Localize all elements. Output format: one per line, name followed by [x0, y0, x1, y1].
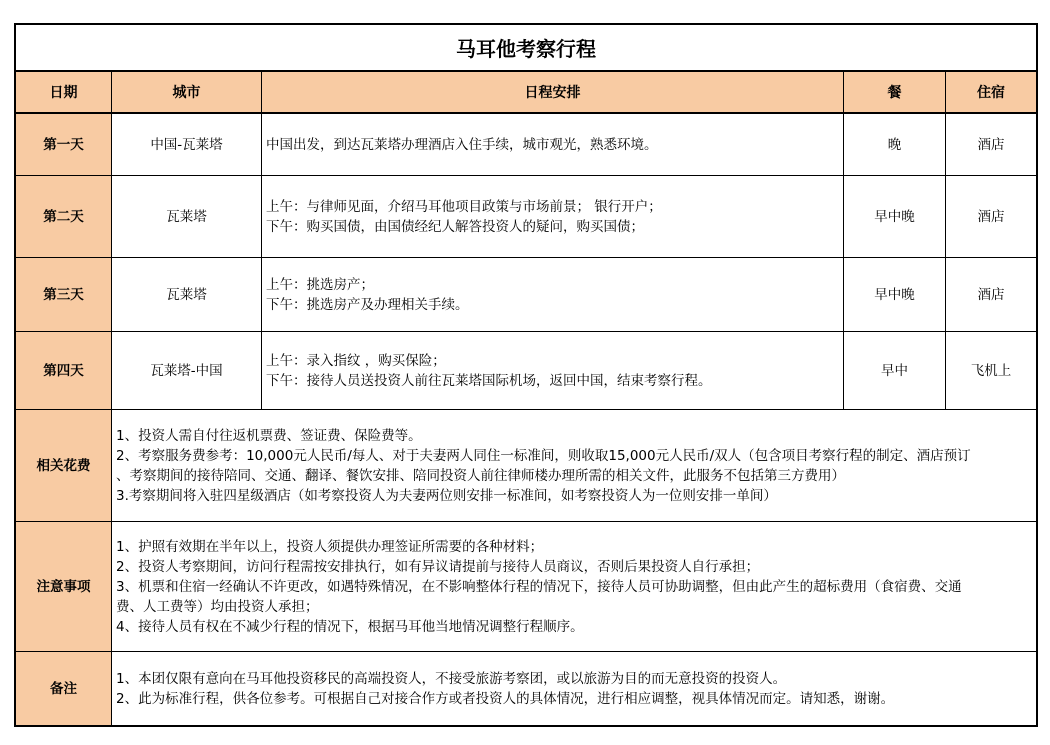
- day2-city: 瓦莱塔: [112, 176, 262, 258]
- day3-line2: 下午：挑选房产及办理相关手续。: [266, 296, 469, 313]
- day4-meal: 早中: [844, 332, 946, 410]
- day4-schedule: [262, 332, 844, 410]
- header-city: 城市: [112, 72, 262, 114]
- day4-lodging: 飞机上: [946, 332, 1036, 410]
- header-meal: 餐: [844, 72, 946, 114]
- itinerary-table: [14, 23, 1038, 727]
- day1-date: 第一天: [16, 114, 112, 176]
- day2-meal: 早中晚: [844, 176, 946, 258]
- notes-line3: 3、机票和住宿一经确认不许更改，如遇特殊情况，在不影响整体行程的情况下，接待人员可协助调整，但由此产生的超标费用（食宿费、交通: [116, 578, 962, 595]
- day1-schedule: [262, 114, 844, 176]
- fees-line1: 1、投资人需自付往返机票费、签证费、保险费等。: [116, 427, 422, 444]
- notes-label: 注意事项: [16, 522, 112, 652]
- day2-lodging: 酒店: [946, 176, 1036, 258]
- notes-line1: 1、护照有效期在半年以上，投资人须提供办理签证所需要的各种材料；: [116, 538, 544, 555]
- day2-date: 第二天: [16, 176, 112, 258]
- notes-line4: 费、人工费等）均由投资人承担；: [116, 598, 319, 615]
- day1-lodging: 酒店: [946, 114, 1036, 176]
- day4-line2: 下午：接待人员送投资人前往瓦莱塔国际机场，返回中国，结束考察行程。: [266, 372, 712, 389]
- day1-meal: 晚: [844, 114, 946, 176]
- day2-line2: 下午：购买国债，由国债经纪人解答投资人的疑问，购买国债；: [266, 218, 644, 235]
- day3-schedule: [262, 258, 844, 332]
- fees-line3: 、考察期间的接待陪同、交通、翻译、餐饮安排、陪同投资人前往律师楼办理所需的相关文件，此服务不包括第三方费用）: [116, 467, 845, 484]
- day4-line1: 上午：录入指纹 ，购买保险；: [266, 352, 446, 369]
- remarks-line1: 1、本团仅限有意向在马耳他投资移民的高端投资人，不接受旅游考察团，或以旅游为目的而无意投资的投资人。: [116, 670, 787, 687]
- day2-line1: 上午：与律师见面，介绍马耳他项目政策与市场前景； 银行开户；: [266, 198, 662, 215]
- remarks-content: [112, 652, 1036, 725]
- day3-city: 瓦莱塔: [112, 258, 262, 332]
- notes-line2: 2、投资人考察期间，访问行程需按安排执行，如有异议请提前与接待人员商议，否则后果投资人自行承担；: [116, 558, 760, 575]
- header-date: 日期: [16, 72, 112, 114]
- day3-date: 第三天: [16, 258, 112, 332]
- remarks-label: 备注: [16, 652, 112, 725]
- header-schedule: 日程安排: [262, 72, 844, 114]
- fees-line2: 2、考察服务费参考：10,000元人民币/每人、对于夫妻两人同住一标准间，则收取15,000元人民币/双人（包含项目考察行程的制定、酒店预订: [116, 447, 971, 464]
- fees-line4: 3.考察期间将入驻四星级酒店（如考察投资人为夫妻两位则安排一标准间，如考察投资人为一位则安排一单间）: [116, 487, 777, 504]
- fees-content: [112, 410, 1036, 522]
- day4-date: 第四天: [16, 332, 112, 410]
- day3-line1: 上午：挑选房产；: [266, 276, 374, 293]
- day3-meal: 早中晚: [844, 258, 946, 332]
- day3-lodging: 酒店: [946, 258, 1036, 332]
- fees-label: 相关花费: [16, 410, 112, 522]
- header-lodging: 住宿: [946, 72, 1036, 114]
- day2-schedule: [262, 176, 844, 258]
- day1-city: 中国-瓦莱塔: [112, 114, 262, 176]
- notes-content: [112, 522, 1036, 652]
- day1-line1: 中国出发，到达瓦莱塔办理酒店入住手续，城市观光，熟悉环境。: [266, 136, 658, 153]
- day4-city: 瓦莱塔-中国: [112, 332, 262, 410]
- sheet-title: 马耳他考察行程: [16, 25, 1036, 72]
- remarks-line2: 2、此为标准行程，供各位参考。可根据自己对接合作方或者投资人的具体情况，进行相应调整，视具体情况而定。请知悉，谢谢。: [116, 690, 895, 707]
- notes-line5: 4、接待人员有权在不减少行程的情况下，根据马耳他当地情况调整行程顺序。: [116, 618, 584, 635]
